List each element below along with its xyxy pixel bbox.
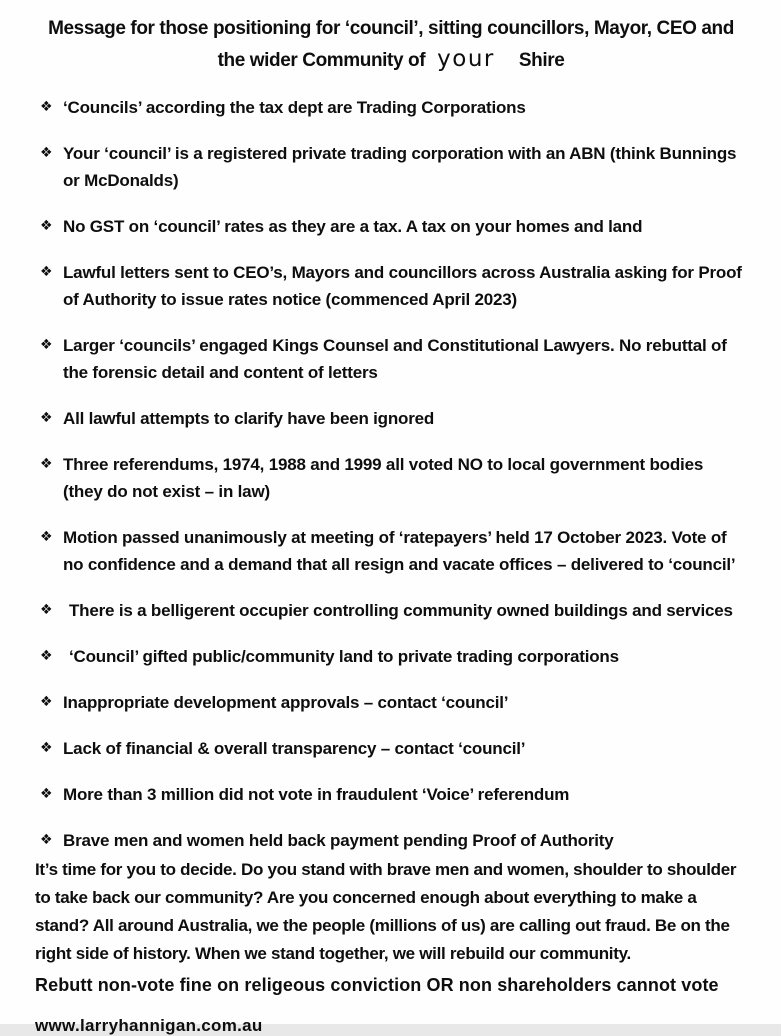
bullet-item-text: Inappropriate development approvals – contact ‘council’ (63, 693, 509, 712)
title-line-2-prefix: the wider Community of (217, 50, 426, 71)
list-item (40, 451, 747, 505)
bullet-item-text: ‘Council’ gifted public/community land to private trading corporations (69, 647, 619, 666)
list-item (40, 94, 747, 121)
list-item (40, 781, 747, 808)
list-item (40, 735, 747, 762)
diamond-bullet-icon: ❖ (40, 410, 53, 426)
bullet-item-text: Motion passed unanimously at meeting of ‘ratepayers’ held 17 October 2023. Vote of no confidence and a demand that all resign and vacate offices – delivered to ‘council’ (63, 528, 736, 574)
bullet-item-text: ‘Councils’ according the tax dept are Trading Corporations (63, 98, 526, 117)
bullet-item-text: Brave men and women held back payment pending Proof of Authority (63, 831, 614, 850)
diamond-bullet-icon: ❖ (40, 218, 53, 234)
bullet-item-text: Lawful letters sent to CEO’s, Mayors and councillors across Australia asking for Proof of Authority to issue rates notice (commenced April 2023) (63, 263, 742, 309)
diamond-bullet-icon: ❖ (40, 694, 53, 710)
bullet-item-text: No GST on ‘council’ rates as they are a tax. A tax on your homes and land (63, 217, 643, 236)
bullet-item-text: Larger ‘councils’ engaged Kings Counsel and Constitutional Lawyers. No rebuttal of the forensic detail and content of letters (63, 336, 727, 382)
diamond-bullet-icon: ❖ (40, 529, 53, 545)
title-line-2 (35, 44, 747, 76)
diamond-bullet-icon: ❖ (40, 740, 53, 756)
title-line-1: Message for those positioning for ‘council’, sitting councillors, Mayor, CEO and (48, 18, 734, 39)
list-item (40, 524, 747, 578)
bullet-item-text: More than 3 million did not vote in fraudulent ‘Voice’ referendum (63, 785, 570, 804)
bullet-item-text: Lack of financial & overall transparency – contact ‘council’ (63, 739, 526, 758)
diamond-bullet-icon: ❖ (40, 456, 53, 472)
rebuttal-line: Rebutt non-vote fine on religeous conviction OR non shareholders cannot vote (35, 975, 719, 995)
list-item (40, 332, 747, 386)
closing-paragraph: It’s time for you to decide. Do you stand with brave men and women, shoulder to shoulder to take back our community? Are you concerned enough about everything to make a stand? All around Australia, we the people (millions of us) are calling out fraud. Be on the right side of history. When we stand together, we will rebuild our community. (35, 860, 737, 963)
diamond-bullet-icon: ❖ (40, 145, 53, 161)
bullet-list (35, 94, 747, 854)
list-item (40, 259, 747, 313)
list-item (40, 827, 747, 854)
diamond-bullet-icon: ❖ (40, 648, 53, 664)
title-line-2-suffix: Shire (518, 50, 565, 71)
list-item (40, 213, 747, 240)
diamond-bullet-icon: ❖ (40, 99, 53, 115)
bullet-item-text: All lawful attempts to clarify have been ignored (63, 409, 435, 428)
list-item (40, 643, 747, 670)
bullet-item-text: There is a belligerent occupier controlling community owned buildings and services (69, 601, 733, 620)
title-your-word: your (437, 46, 495, 72)
diamond-bullet-icon: ❖ (40, 832, 53, 848)
footer-website-url: www.larryhannigan.com.au (35, 1016, 263, 1035)
diamond-bullet-icon: ❖ (40, 602, 53, 618)
bullet-item-text: Three referendums, 1974, 1988 and 1999 all voted NO to local government bodies (they do not exist – in law) (63, 455, 704, 501)
bullet-item-text: Your ‘council’ is a registered private trading corporation with an ABN (think Bunnings or McDonalds) (63, 144, 737, 190)
diamond-bullet-icon: ❖ (40, 337, 53, 353)
list-item (40, 405, 747, 432)
diamond-bullet-icon: ❖ (40, 786, 53, 802)
list-item (40, 597, 747, 624)
page-title (35, 13, 747, 76)
list-item (40, 689, 747, 716)
list-item (40, 140, 747, 194)
diamond-bullet-icon: ❖ (40, 264, 53, 280)
